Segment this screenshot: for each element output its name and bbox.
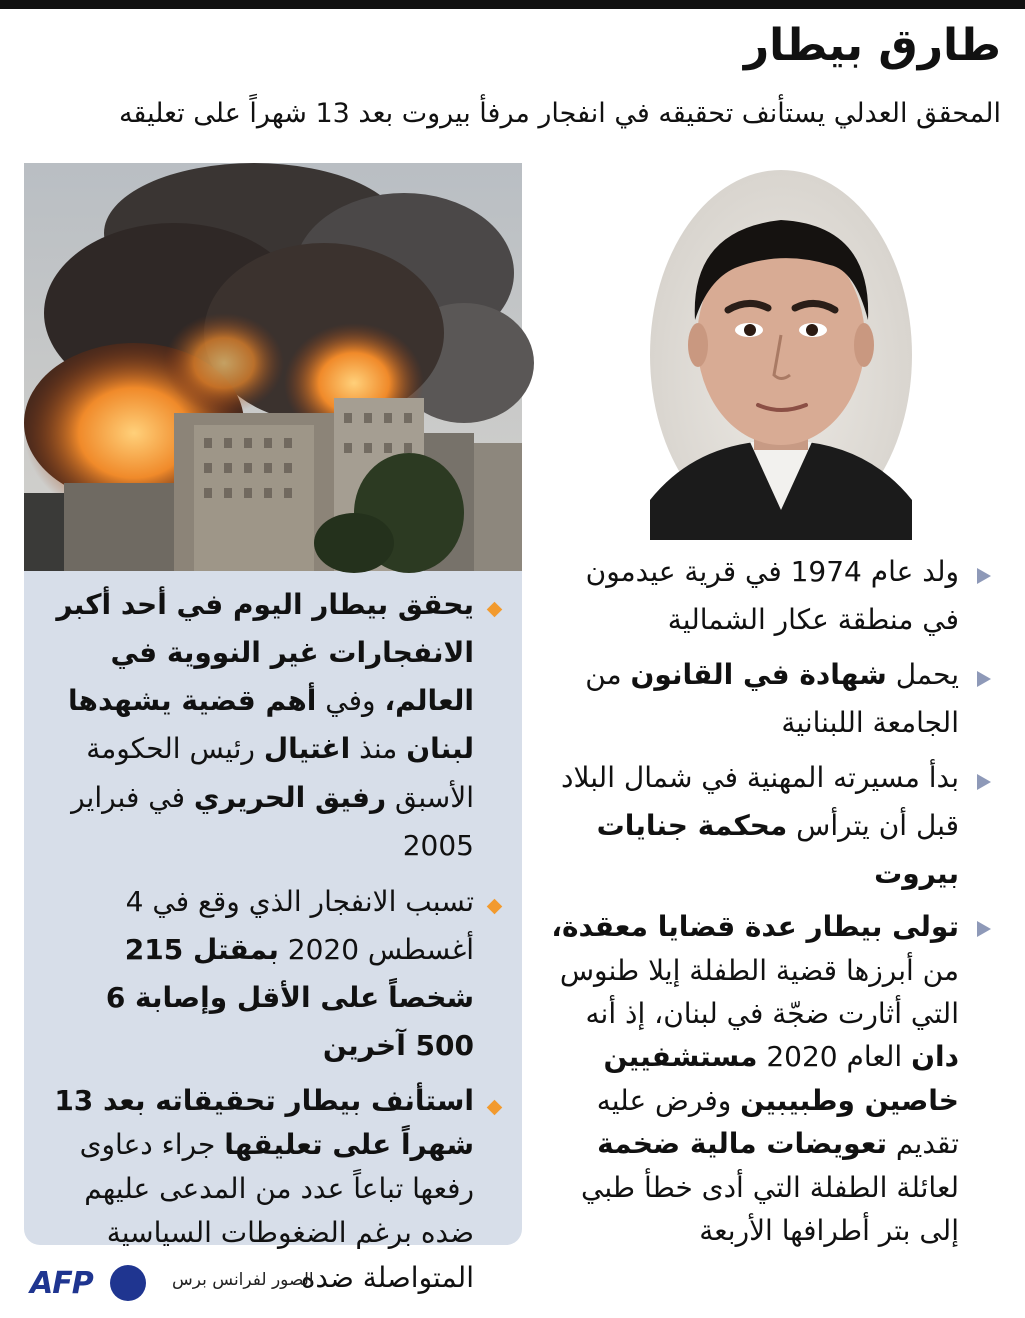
bold-segment: محكمة جنايات بيروت	[596, 808, 959, 890]
triangle-bullet-icon	[977, 568, 991, 584]
text-segment: لعائلة الطفلة التي أدى خطأ طبي إلى بتر أطرافها الأربعة	[580, 1170, 959, 1247]
investigation-item-text	[106, 885, 474, 1062]
text-segment: رئيس الحكومة الأسبق	[86, 732, 474, 814]
text-segment: يحمل	[886, 658, 959, 692]
text-segment: العام 2020	[757, 1040, 912, 1074]
bio-item-text	[586, 555, 959, 636]
bold-segment: على الأقل وإصابة 6 500 آخرين	[105, 981, 474, 1063]
text-segment	[379, 981, 388, 1014]
afp-logo-dot-icon	[110, 1265, 146, 1301]
bold-segment: شهادة في القانون	[630, 658, 887, 692]
text-segment: ولد عام 1974 في قرية عيدمون في منطقة عكار الشمالية	[585, 555, 959, 636]
bold-segment: دان	[911, 1040, 959, 1074]
photo-credit: الصور لفرانس برس	[172, 1270, 314, 1290]
bold-segment: يحقق بيطار اليوم في أحد أكبر الانفجارات غير النووية في العالم،	[56, 588, 474, 718]
triangle-bullet-icon	[977, 921, 991, 937]
bio-item-education	[541, 651, 991, 746]
text-segment: في فبراير 2005	[71, 780, 474, 862]
bold-segment: بمقتل 215 شخصاً	[124, 933, 474, 1015]
text-segment: بدأ مسيرته المهنية في شمال البلاد قبل أن يترأس	[561, 761, 959, 842]
diamond-bullet-icon	[487, 899, 503, 915]
bio-item-career	[541, 754, 991, 897]
investigation-list	[54, 581, 504, 1308]
diamond-bullet-icon	[487, 602, 503, 618]
investigation-item-text	[54, 1084, 474, 1294]
text-segment: تسبب الانفجار الذي وقع في 4 أغسطس 2020	[125, 884, 474, 967]
triangle-bullet-icon	[977, 671, 991, 687]
investigation-item-casualties	[54, 878, 504, 1071]
bio-item-text	[585, 658, 959, 739]
bold-segment: أهم قضية يشهدها لبنان	[68, 684, 474, 766]
text-segment: منذ	[350, 732, 407, 766]
biography-list	[541, 548, 991, 1260]
diamond-bullet-icon	[487, 1099, 503, 1115]
page-subtitle: المحقق العدلي يستأنف تحقيقه في انفجار مرفأ بيروت بعد 13 شهراً على تعليقه	[118, 98, 1001, 129]
bio-item-cases	[541, 905, 991, 1252]
bold-segment: استأنف بيطار تحقيقاته بعد 13 شهراً على تعليقها	[54, 1083, 474, 1161]
bold-segment: اغتيال	[263, 732, 351, 766]
text-segment: من الجامعة اللبنانية	[585, 658, 959, 739]
bio-item-birth	[541, 548, 991, 643]
triangle-bullet-icon	[977, 774, 991, 790]
top-rule	[0, 0, 1025, 9]
page-title: طارق بيطار	[743, 20, 1001, 71]
investigation-item-scope	[54, 581, 504, 870]
text-segment: جراء دعاوى رفعها تباعاً عدد من المدعى عليهم ضده برغم الضغوطات السياسية المتواصلة ضده	[79, 1127, 474, 1294]
afp-logo-text: AFP	[30, 1266, 93, 1301]
text-segment: من أبرزها قضية الطفلة إيلا طنوس التي أثارت ضجّة في لبنان، إذ أنه	[559, 953, 959, 1030]
bold-segment: تولى بيطار عدة قضايا معقدة،	[551, 910, 959, 944]
portrait-photo	[650, 170, 912, 540]
investigation-item-text	[56, 588, 474, 862]
explosion-photo	[24, 163, 522, 571]
bio-item-text	[551, 910, 959, 1247]
bold-segment: تعويضات مالية ضخمة	[597, 1127, 888, 1161]
bold-segment: مستشفيين خاصين وطبيبين	[603, 1040, 959, 1117]
afp-logo	[30, 1264, 150, 1304]
bold-segment: رفيق الحريري	[193, 780, 387, 814]
bio-item-text	[561, 761, 959, 889]
text-segment: وفي	[316, 684, 385, 718]
text-segment: وفرض عليه تقديم	[596, 1083, 959, 1161]
